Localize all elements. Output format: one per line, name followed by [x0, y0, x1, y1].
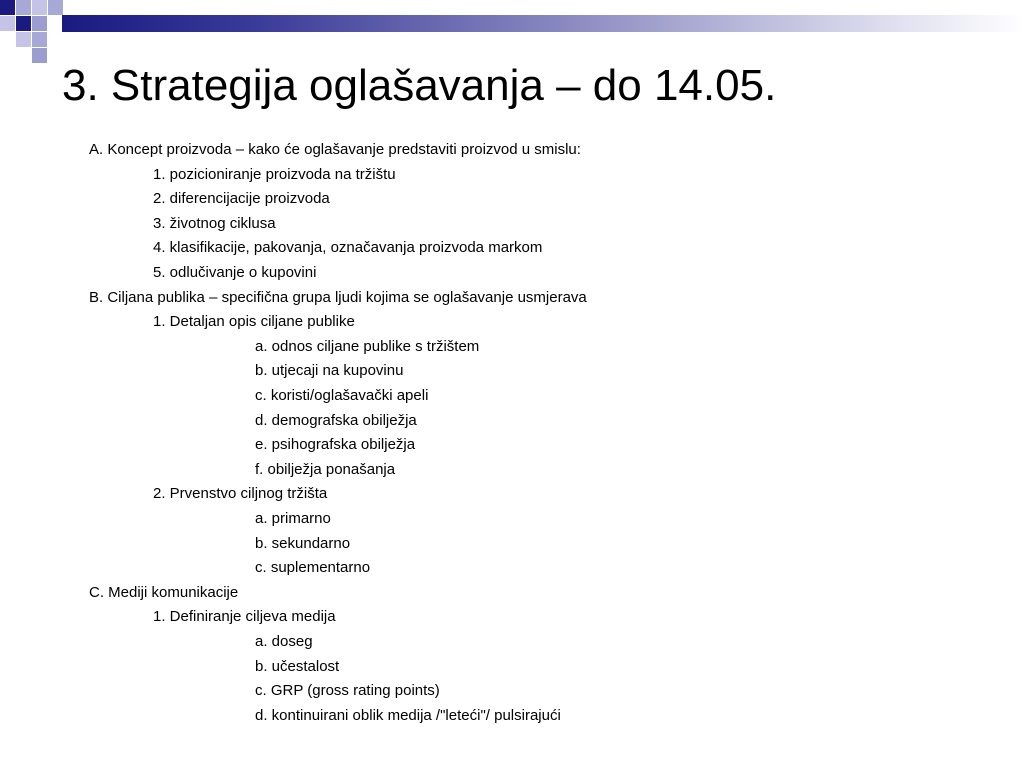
outline-item: d. kontinuirani oblik medija /"leteći"/ pulsirajući: [255, 707, 561, 724]
outline-item: e. psihografska obilježja: [255, 436, 416, 453]
outline-item: c. koristi/oglašavački apeli: [255, 387, 429, 404]
outline-item: a. odnos ciljane publike s tržištem: [255, 338, 480, 355]
outline-item: 2. diferencijacije proizvoda: [153, 190, 330, 207]
outline-item: f. obilježja ponašanja: [255, 461, 396, 478]
decorative-squares: [0, 0, 80, 64]
outline-item: 2. Prvenstvo ciljnog tržišta: [153, 485, 328, 502]
outline-item: 3. životnog ciklusa: [153, 215, 276, 232]
outline-item: 5. odlučivanje o kupovini: [153, 264, 317, 281]
outline-item: A. Koncept proizvoda – kako će oglašavanje predstaviti proizvod u smislu:: [89, 141, 581, 158]
outline-item: 4. klasifikacije, pakovanja, označavanja proizvoda markom: [153, 239, 543, 256]
outline-item: 1. pozicioniranje proizvoda na tržištu: [153, 166, 396, 183]
slide-title: 3. Strategija oglašavanja – do 14.05.: [62, 61, 777, 110]
outline-item: 1. Detaljan opis ciljane publike: [153, 313, 355, 330]
outline-item: b. utjecaji na kupovinu: [255, 362, 404, 379]
decorative-gradient-bar: [62, 15, 1024, 32]
outline-item: c. suplementarno: [255, 559, 371, 576]
outline-item: B. Ciljana publika – specifična grupa ljudi kojima se oglašavanje usmjerava: [89, 289, 587, 306]
outline-item: a. doseg: [255, 633, 313, 650]
outline-item: b. učestalost: [255, 658, 340, 675]
outline-item: d. demografska obilježja: [255, 412, 417, 429]
outline-item: c. GRP (gross rating points): [255, 682, 440, 699]
outline-item: C. Mediji komunikacije: [89, 584, 239, 601]
outline-item: b. sekundarno: [255, 535, 351, 552]
outline-item: a. primarno: [255, 510, 331, 527]
outline-item: 1. Definiranje ciljeva medija: [153, 608, 336, 625]
